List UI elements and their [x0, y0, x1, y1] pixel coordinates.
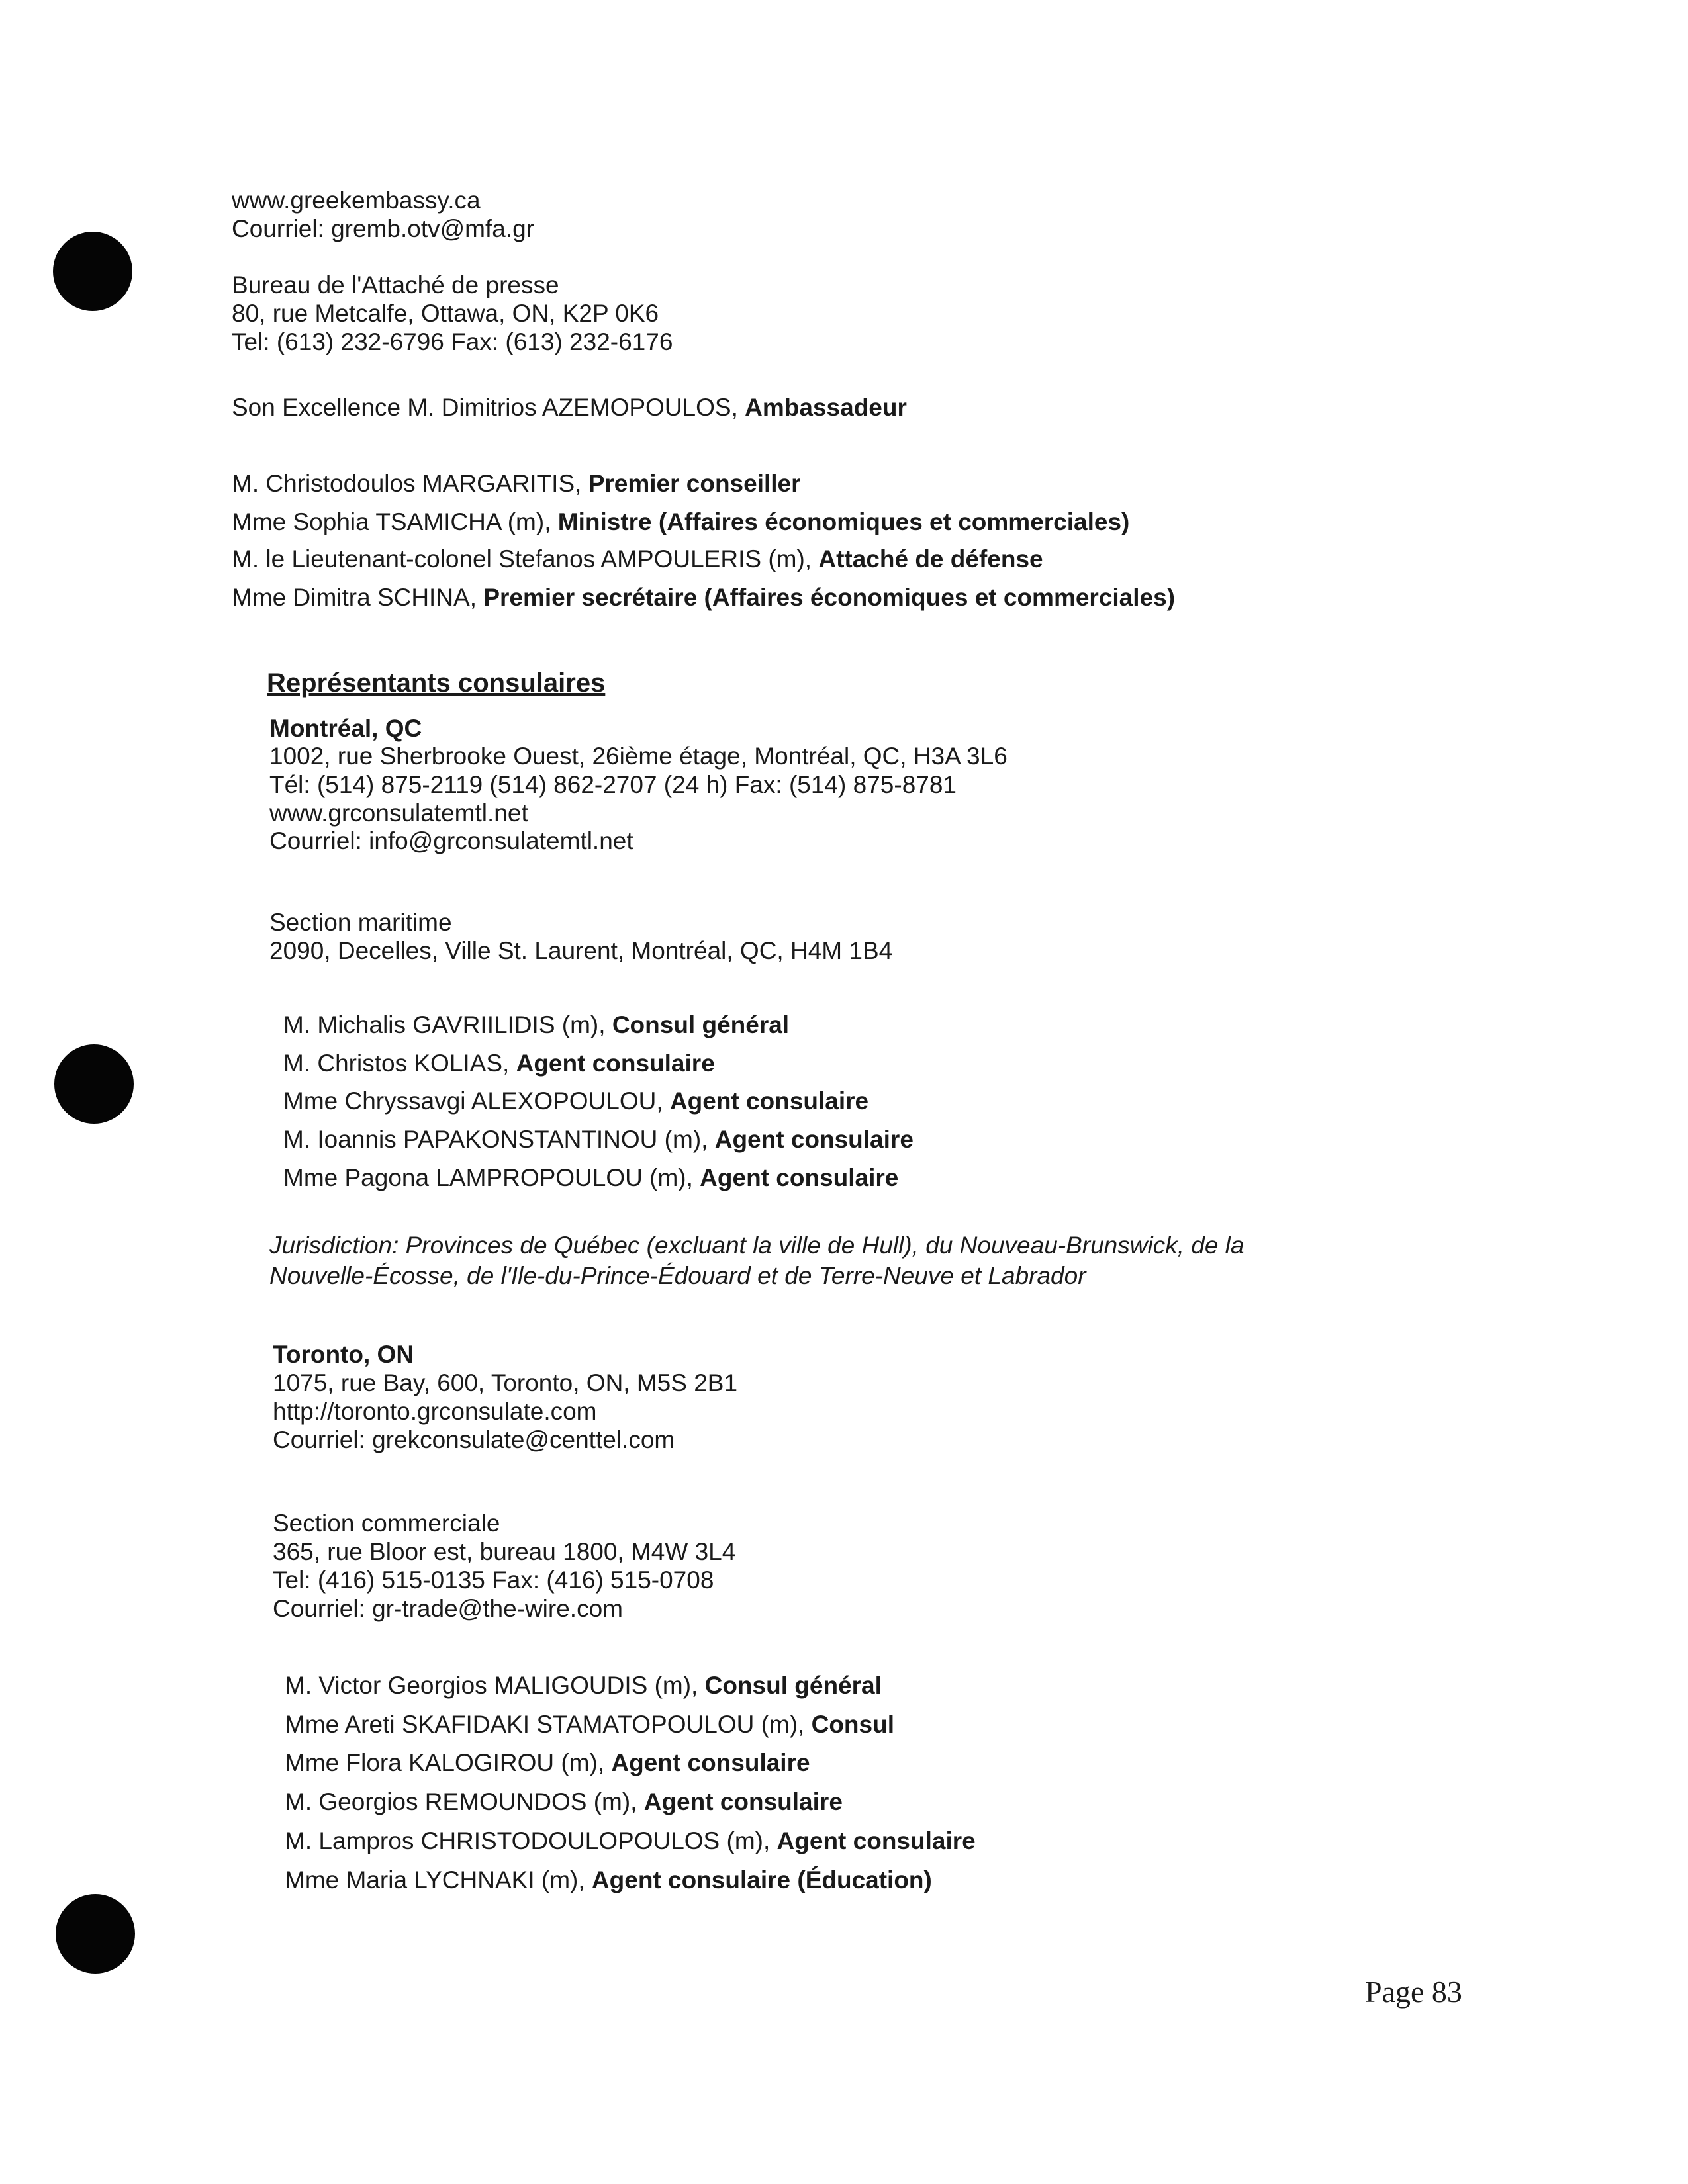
staff-role: Agent consulaire	[516, 1050, 715, 1077]
toronto-section-phone-fax: Tel: (416) 515-0135 Fax: (416) 515-0708	[273, 1567, 714, 1594]
staff-name: Mme Areti SKAFIDAKI STAMATOPOULOU (m),	[285, 1711, 812, 1738]
toronto-staff-line	[285, 1712, 894, 1737]
staff-role: Premier conseiller	[588, 470, 801, 497]
staff-name: M. Victor Georgios MALIGOUDIS (m),	[285, 1672, 705, 1699]
montreal-section-title: Section maritime	[269, 909, 452, 936]
staff-name: M. Georgios REMOUNDOS (m),	[285, 1788, 644, 1815]
montreal-section-address: 2090, Decelles, Ville St. Laurent, Montréal, QC, H4M 1B4	[269, 937, 893, 964]
toronto-section-address: 365, rue Bloor est, bureau 1800, M4W 3L4	[273, 1538, 736, 1565]
punch-hole-top	[53, 232, 132, 311]
toronto-city: Toronto, ON	[273, 1341, 414, 1368]
punch-hole-middle	[54, 1044, 134, 1124]
staff-name: M. Lampros CHRISTODOULOPOULOS (m),	[285, 1827, 777, 1854]
ambassador-line	[232, 395, 907, 420]
toronto-staff-line	[285, 1829, 976, 1853]
montreal-staff-line	[283, 1127, 914, 1152]
montreal-staff-line	[283, 1051, 715, 1075]
punch-hole-bottom	[56, 1894, 135, 1974]
staff-name: M. le Lieutenant-colonel Stefanos AMPOULERIS (m),	[232, 545, 819, 572]
toronto-email: Courriel: grekconsulate@centtel.com	[273, 1426, 675, 1453]
montreal-staff-line	[283, 1013, 789, 1037]
staff-line	[232, 510, 1129, 534]
page-number: Page 83	[1365, 1975, 1462, 2009]
toronto-section-email: Courriel: gr-trade@the-wire.com	[273, 1595, 623, 1622]
staff-name: Mme Pagona LAMPROPOULOU (m),	[283, 1164, 700, 1191]
toronto-staff-line	[285, 1673, 882, 1698]
consular-heading: Représentants consulaires	[267, 668, 606, 698]
embassy-website: www.greekembassy.ca	[232, 187, 481, 214]
jurisdiction-line-1: Jurisdiction: Provinces de Québec (excluant la ville de Hull), du Nouveau-Brunswick, de la	[269, 1232, 1244, 1259]
toronto-section-title: Section commerciale	[273, 1510, 500, 1537]
staff-role: Agent consulaire (Éducation)	[591, 1866, 932, 1893]
staff-name: M. Christodoulos MARGARITIS,	[232, 470, 588, 497]
toronto-staff-line	[285, 1751, 810, 1775]
press-office-phone-fax: Tel: (613) 232-6796 Fax: (613) 232-6176	[232, 328, 673, 355]
staff-role: Consul général	[704, 1672, 882, 1699]
staff-role: Agent consulaire	[611, 1749, 810, 1776]
staff-role: Agent consulaire	[669, 1087, 869, 1115]
staff-line	[232, 585, 1175, 610]
ambassador-role: Ambassadeur	[745, 394, 907, 421]
montreal-website: www.grconsulatemtl.net	[269, 799, 528, 827]
montreal-city: Montréal, QC	[269, 715, 422, 742]
staff-role: Consul général	[612, 1011, 790, 1038]
staff-role: Attaché de défense	[818, 545, 1043, 572]
press-office-address: 80, rue Metcalfe, Ottawa, ON, K2P 0K6	[232, 300, 659, 327]
staff-name: Mme Chryssavgi ALEXOPOULOU,	[283, 1087, 670, 1115]
staff-name: Mme Sophia TSAMICHA (m),	[232, 508, 558, 535]
staff-role: Consul	[811, 1711, 894, 1738]
toronto-website: http://toronto.grconsulate.com	[273, 1398, 597, 1425]
montreal-address: 1002, rue Sherbrooke Ouest, 26ième étage, Montréal, QC, H3A 3L6	[269, 743, 1008, 770]
montreal-phone-fax: Tél: (514) 875-2119 (514) 862-2707 (24 h) Fax: (514) 875-8781	[269, 771, 957, 798]
toronto-staff-line	[285, 1790, 843, 1814]
jurisdiction-line-2: Nouvelle-Écosse, de l'Ile-du-Prince-Édouard et de Terre-Neuve et Labrador	[269, 1262, 1086, 1289]
staff-name: Mme Maria LYCHNAKI (m),	[285, 1866, 592, 1893]
staff-role: Agent consulaire	[700, 1164, 899, 1191]
staff-line	[232, 547, 1043, 571]
staff-role: Ministre (Affaires économiques et commerciales)	[557, 508, 1130, 535]
embassy-email: Courriel: gremb.otv@mfa.gr	[232, 215, 535, 242]
staff-role: Agent consulaire	[714, 1126, 914, 1153]
montreal-staff-line	[283, 1165, 898, 1190]
staff-role: Agent consulaire	[776, 1827, 976, 1854]
toronto-address: 1075, rue Bay, 600, Toronto, ON, M5S 2B1	[273, 1369, 738, 1396]
toronto-staff-line	[285, 1868, 932, 1892]
staff-name: Mme Dimitra SCHINA,	[232, 584, 484, 611]
staff-name: Mme Flora KALOGIROU (m),	[285, 1749, 612, 1776]
ambassador-name: Son Excellence M. Dimitrios AZEMOPOULOS,	[232, 394, 745, 421]
staff-name: M. Christos KOLIAS,	[283, 1050, 516, 1077]
staff-role: Premier secrétaire (Affaires économiques et commerciales)	[483, 584, 1176, 611]
montreal-staff-line	[283, 1089, 868, 1113]
press-office-title: Bureau de l'Attaché de presse	[232, 271, 559, 298]
staff-name: M. Michalis GAVRIILIDIS (m),	[283, 1011, 612, 1038]
staff-role: Agent consulaire	[643, 1788, 843, 1815]
staff-line	[232, 471, 801, 496]
montreal-email: Courriel: info@grconsulatemtl.net	[269, 827, 633, 854]
staff-name: M. Ioannis PAPAKONSTANTINOU (m),	[283, 1126, 715, 1153]
